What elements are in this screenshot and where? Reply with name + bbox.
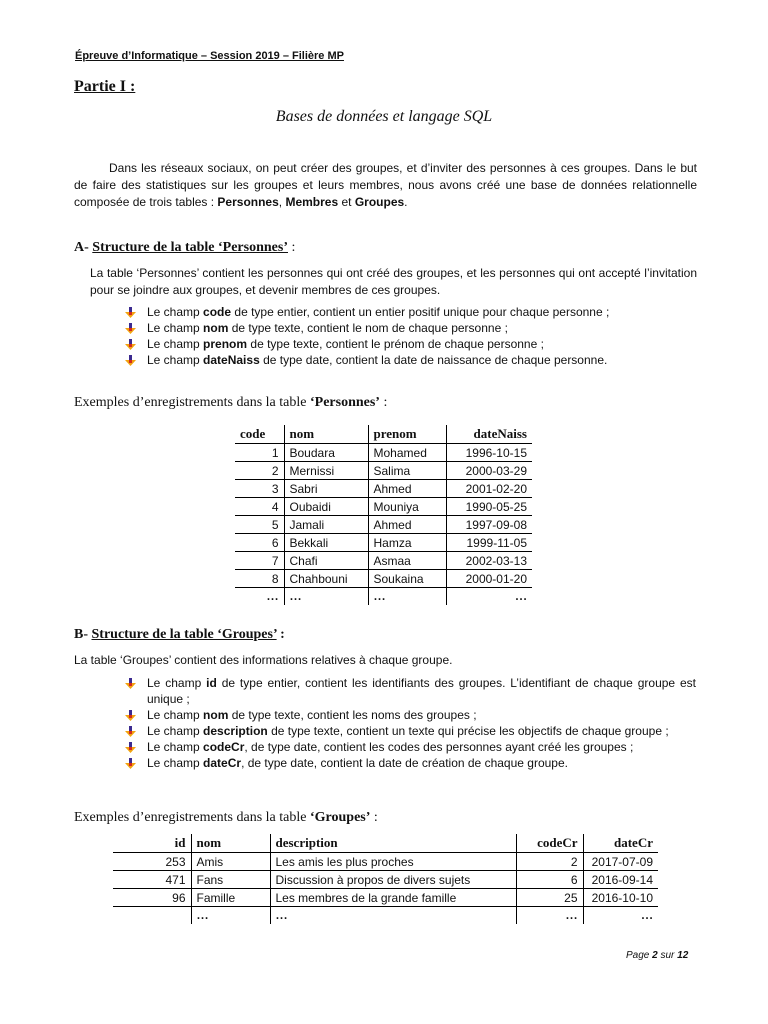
- exam-header: Épreuve d’Informatique – Session 2019 – Filière MP: [75, 50, 344, 62]
- table-cell: Soukaina: [368, 570, 446, 588]
- table-cell: 3: [235, 480, 284, 498]
- column-header: prenom: [368, 425, 446, 444]
- table-cell: Bekkali: [284, 534, 368, 552]
- table-cell: Discussion à propos de divers sujets: [270, 871, 516, 889]
- table-row: [235, 498, 532, 516]
- table-cell: 2016-09-14: [583, 871, 658, 889]
- table-cell: Sabri: [284, 480, 368, 498]
- table-cell: 2017-07-09: [583, 853, 658, 871]
- table-cell: [113, 907, 191, 925]
- table-cell: Jamali: [284, 516, 368, 534]
- table-row: [113, 889, 658, 907]
- table-row: [235, 516, 532, 534]
- table-row: [235, 480, 532, 498]
- table-cell: 2: [516, 853, 583, 871]
- list-item: Le champ nom de type texte, contient le nom de chaque personne ;: [125, 320, 685, 336]
- table-cell: 1990-05-25: [446, 498, 532, 516]
- column-header: description: [270, 834, 516, 853]
- bullet-arrow-icon: [125, 742, 136, 753]
- table-cell: Boudara: [284, 444, 368, 462]
- bullet-arrow-icon: [125, 355, 136, 366]
- table-cell: 25: [516, 889, 583, 907]
- table-row: [113, 853, 658, 871]
- list-item: Le champ nom de type texte, contient les noms des groupes ;: [125, 707, 696, 723]
- groupes-table: [113, 834, 658, 924]
- main-title: Bases de données et langage SQL: [275, 108, 493, 125]
- table-cell: 253: [113, 853, 191, 871]
- table-cell: …: [284, 588, 368, 606]
- table-cell: Salima: [368, 462, 446, 480]
- list-item: Le champ id de type entier, contient les identifiants des groupes. L’identifiant de chaque groupe est unique ;: [125, 675, 696, 707]
- section-a-description: La table ‘Personnes’ contient les personnes qui ont créé des groupes, et les personnes qui ont accepté l’invitation pour se joindre aux groupes, et devenir membres de ces groupes.: [90, 266, 697, 297]
- column-header: dateNaiss: [446, 425, 532, 444]
- table-header-row: [235, 425, 532, 444]
- table-cell: Oubaidi: [284, 498, 368, 516]
- table-cell: Famille: [191, 889, 270, 907]
- bullet-arrow-icon: [125, 307, 136, 318]
- bullet-arrow-icon: [125, 678, 136, 689]
- column-header: code: [235, 425, 284, 444]
- table-cell: Fans: [191, 871, 270, 889]
- table-cell: …: [368, 588, 446, 606]
- table-row: [113, 907, 658, 925]
- table-cell: 2002-03-13: [446, 552, 532, 570]
- bullet-arrow-icon: [125, 710, 136, 721]
- table-cell: 2: [235, 462, 284, 480]
- page-number: Page 2 sur 12: [626, 950, 689, 961]
- table-cell: Mernissi: [284, 462, 368, 480]
- table-cell: Amis: [191, 853, 270, 871]
- section-b-title: B- Structure de la table ‘Groupes’ :: [74, 627, 285, 642]
- table-cell: 1999-11-05: [446, 534, 532, 552]
- column-header: dateCr: [583, 834, 658, 853]
- list-item: Le champ description de type texte, contient un texte qui précise les objectifs de chaque groupe ;: [125, 723, 696, 739]
- table-row: [235, 462, 532, 480]
- table-cell: 7: [235, 552, 284, 570]
- table-cell: 2000-03-29: [446, 462, 532, 480]
- table-cell: Chafi: [284, 552, 368, 570]
- column-header: codeCr: [516, 834, 583, 853]
- groupes-example-caption: Exemples d’enregistrements dans la table ‘Groupes’ :: [74, 810, 378, 825]
- list-item: Le champ codeCr, de type date, contient les codes des personnes ayant créé les groupes ;: [125, 739, 696, 755]
- table-cell: 1: [235, 444, 284, 462]
- bullet-arrow-icon: [125, 726, 136, 737]
- table-cell: 5: [235, 516, 284, 534]
- table-cell: 6: [516, 871, 583, 889]
- list-item: Le champ dateNaiss de type date, contient la date de naissance de chaque personne.: [125, 352, 685, 368]
- table-cell: 4: [235, 498, 284, 516]
- personnes-table: [235, 425, 532, 605]
- table-cell: Asmaa: [368, 552, 446, 570]
- table-cell: Mohamed: [368, 444, 446, 462]
- table-row: [113, 871, 658, 889]
- intro-paragraph: Dans les réseaux sociaux, on peut créer des groupes, et d’inviter des personnes à ces groupes. Dans le but de faire des statistiques sur les groupes et leurs membres, nous avons créé une base de données relationnelle composée de trois tables : Personnes, Membres et Groupes.: [74, 161, 697, 209]
- column-header: id: [113, 834, 191, 853]
- table-cell: …: [266, 589, 279, 603]
- table-cell: …: [191, 907, 270, 925]
- table-cell: Hamza: [368, 534, 446, 552]
- section-b-description: La table ‘Groupes’ contient des informations relatives à chaque groupe.: [74, 653, 453, 667]
- table-cell: 1997-09-08: [446, 516, 532, 534]
- table-cell: Les membres de la grande famille: [270, 889, 516, 907]
- table-cell: Ahmed: [368, 480, 446, 498]
- table-row: [235, 552, 532, 570]
- bullet-arrow-icon: [125, 758, 136, 769]
- section-a-title: A- Structure de la table ‘Personnes’ :: [74, 240, 296, 255]
- bullet-arrow-icon: [125, 323, 136, 334]
- table-cell: …: [583, 907, 658, 925]
- table-cell: 1996-10-15: [446, 444, 532, 462]
- table-cell: Mouniya: [368, 498, 446, 516]
- table-row: [235, 534, 532, 552]
- table-cell: Les amis les plus proches: [270, 853, 516, 871]
- table-cell: …: [446, 588, 532, 606]
- table-row: [235, 444, 532, 462]
- part-title: Partie I :: [74, 78, 136, 95]
- section-a-field-list: [125, 304, 685, 368]
- table-cell: 2016-10-10: [583, 889, 658, 907]
- table-cell: 6: [235, 534, 284, 552]
- table-row: [235, 570, 532, 588]
- table-cell: …: [270, 907, 516, 925]
- list-item: Le champ dateCr, de type date, contient la date de création de chaque groupe.: [125, 755, 696, 771]
- table-cell: 8: [235, 570, 284, 588]
- table-header-row: [113, 834, 658, 853]
- table-cell: 96: [113, 889, 191, 907]
- list-item: Le champ prenom de type texte, contient le prénom de chaque personne ;: [125, 336, 685, 352]
- table-row: [235, 588, 532, 606]
- table-cell: 471: [113, 871, 191, 889]
- bullet-arrow-icon: [125, 339, 136, 350]
- table-cell: Ahmed: [368, 516, 446, 534]
- section-b-field-list: [125, 675, 696, 771]
- personnes-example-caption: Exemples d’enregistrements dans la table ‘Personnes’ :: [74, 395, 388, 410]
- table-cell: …: [516, 907, 583, 925]
- table-cell: 2000-01-20: [446, 570, 532, 588]
- column-header: nom: [191, 834, 270, 853]
- table-cell: Chahbouni: [284, 570, 368, 588]
- list-item: Le champ code de type entier, contient un entier positif unique pour chaque personne ;: [125, 304, 685, 320]
- column-header: nom: [284, 425, 368, 444]
- table-cell: 2001-02-20: [446, 480, 532, 498]
